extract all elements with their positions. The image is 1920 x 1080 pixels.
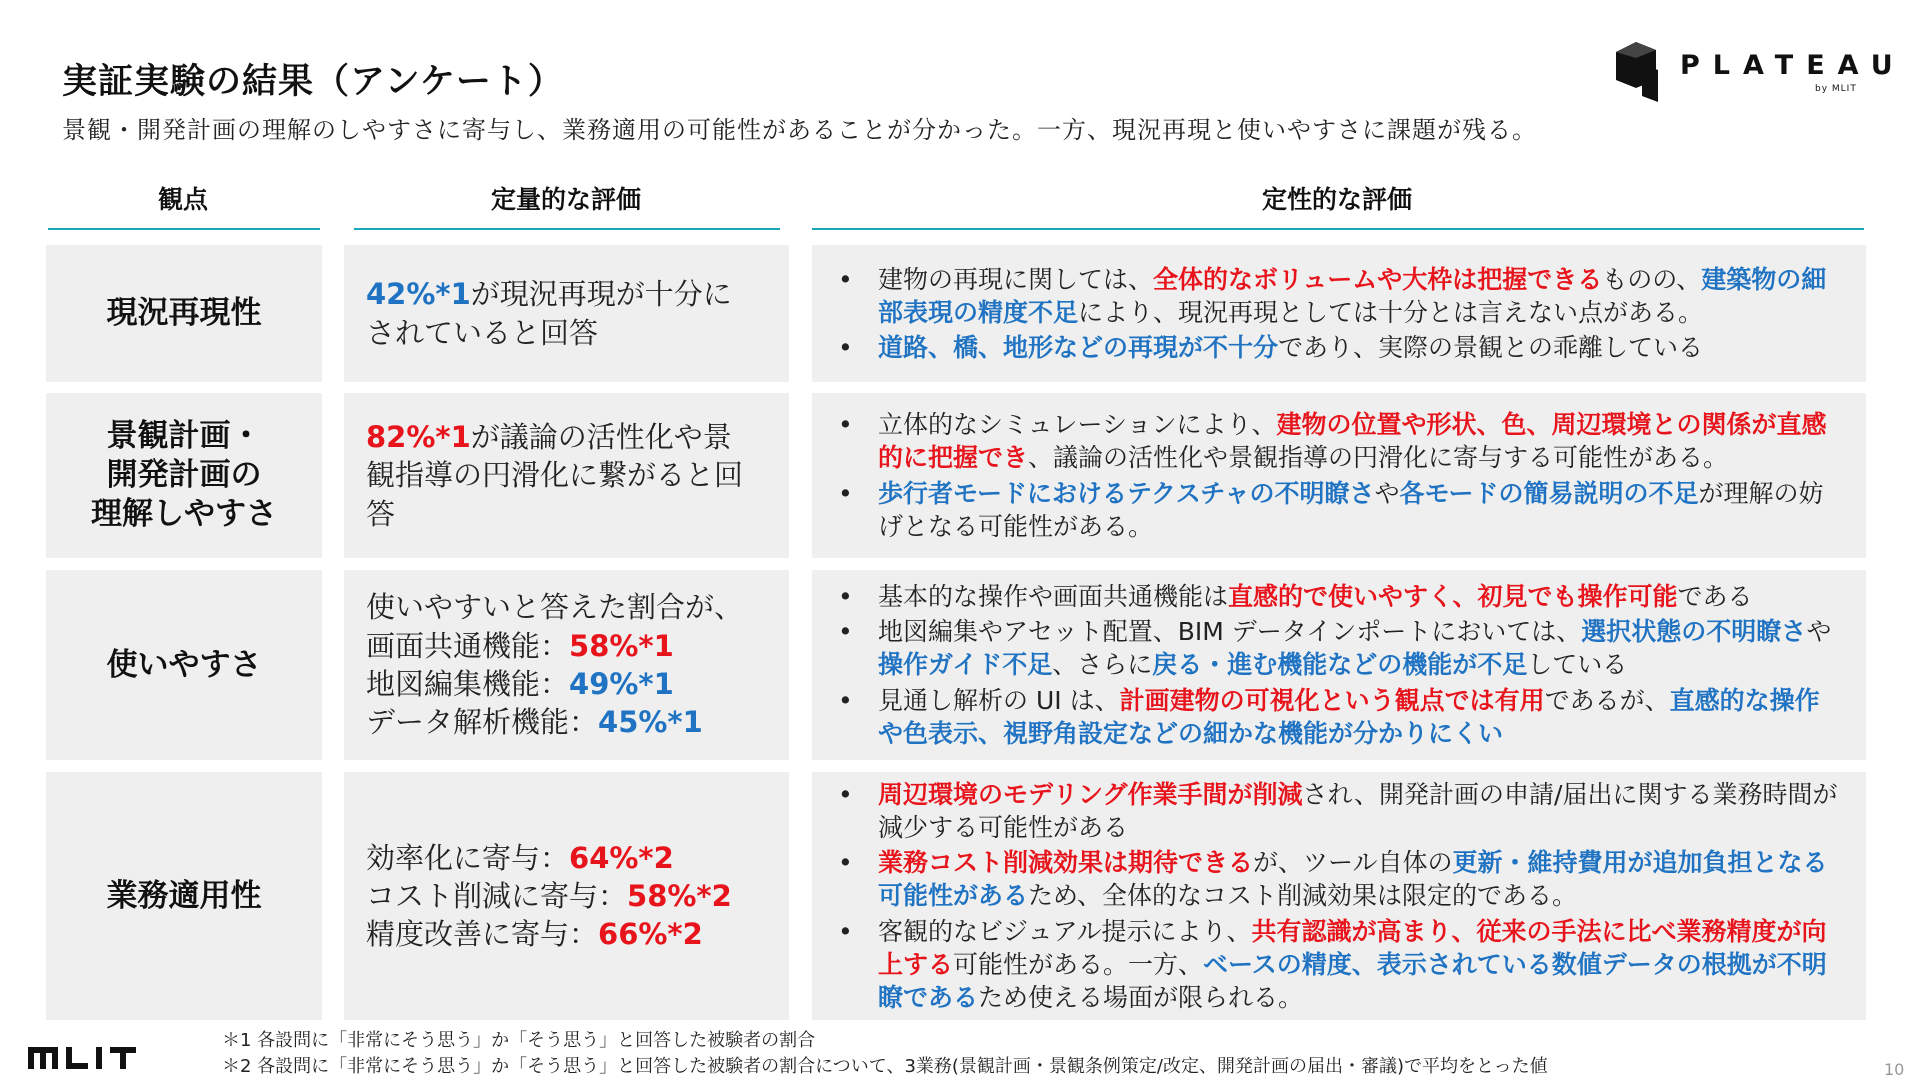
footnote-2: ＊2 各設問に「非常にそう思う」か「そう思う」と回答した被験者の割合について、3業務(景観計画・景観条例策定/改定、開発計画の届出・審議)で平均をとった値: [222, 1056, 1548, 1077]
quantitative-line: [366, 665, 789, 703]
viewpoint-cell: [46, 393, 322, 558]
quantitative-line: [366, 314, 789, 352]
text-segment: 建物の再現に関しては、: [878, 264, 1154, 294]
text-segment: 観指導の円滑化に繋がると回: [366, 458, 744, 493]
viewpoint-line: 景観計画・: [106, 418, 262, 455]
viewpoint-line: 業務適用性: [106, 877, 262, 914]
qualitative-bullet: [834, 408, 1842, 475]
highlight-text-blue: 選択状態の不明瞭さ: [1581, 617, 1807, 647]
text-segment: 地図編集機能：: [366, 667, 570, 701]
highlight-text-blue: 42%*1: [366, 277, 471, 312]
text-segment: 、さらに: [1052, 650, 1153, 680]
highlight-text-red: 66%*2: [598, 917, 703, 952]
page-subtitle: 景観・開発計画の理解のしやすさに寄与し、業務適用の可能性があることが分かった。一方、現況再現と使いやすさに課題が残る。: [62, 116, 1537, 144]
highlight-text-blue: 戻る・進む機能などの機能が不足: [1152, 650, 1528, 680]
viewpoint-cell: [46, 570, 322, 760]
text-segment: 基本的な操作や画面共通機能は: [878, 581, 1229, 611]
highlight-text-blue: 歩行者モードにおけるテクスチャの不明瞭さ: [878, 478, 1375, 508]
viewpoint-cell: [46, 245, 322, 382]
text-segment: 見通し解析の UI は、: [878, 685, 1120, 715]
highlight-text-red: 建物の位置や形状、色、周辺環境との関係が直感的に把握でき: [878, 410, 1827, 473]
viewpoint-label: [107, 646, 262, 685]
qualitative-bullet: [834, 331, 1842, 364]
text-segment: である: [1677, 581, 1753, 611]
qualitative-cell: [812, 393, 1866, 558]
quantitative-cell: [344, 245, 789, 382]
highlight-text-blue: 直感的な操作や色表示、視野角設定などの細かな機能が分かりにくい: [878, 685, 1820, 748]
qualitative-cell: [812, 772, 1866, 1020]
qualitative-bullet: [834, 778, 1842, 845]
highlight-text-blue: 建築物の細部表現の精度不足: [878, 264, 1827, 327]
col-underline: [354, 228, 780, 230]
text-segment: が理解の妨げとなる可能性がある。: [878, 478, 1824, 541]
highlight-text-blue: 49%*1: [569, 667, 674, 701]
qualitative-bullet: [834, 580, 1842, 613]
quantitative-line: [366, 839, 789, 877]
viewpoint-label: [107, 294, 262, 333]
page-number: 10: [1884, 1060, 1905, 1079]
viewpoint-label: [107, 877, 262, 916]
highlight-text-red: 58%*2: [627, 878, 732, 913]
plateau-logo-text: PLATEAU: [1680, 50, 1906, 81]
text-segment: 使いやすいと答えた割合が、: [366, 590, 744, 625]
qualitative-bullet: [834, 915, 1842, 1015]
col-header-viewpoint: 観点: [157, 185, 208, 214]
quantitative-line: [366, 456, 789, 494]
highlight-text-blue: 操作ガイド不足: [878, 650, 1053, 680]
text-segment: 立体的なシミュレーションにより、: [878, 410, 1277, 439]
footnote-1: ＊1 各設問に「非常にそう思う」か「そう思う」と回答した被験者の割合: [222, 1030, 816, 1051]
qualitative-bullet: [834, 684, 1842, 751]
quantitative-line: [366, 877, 789, 915]
text-segment: により、現況再現としては十分とは言えない点がある。: [1078, 297, 1704, 327]
highlight-text-red: 全体的なボリュームや大枠は把握できる: [1153, 264, 1603, 294]
highlight-text-blue: ベースの精度、表示されている数値データの根拠が不明瞭である: [878, 949, 1827, 1013]
qualitative-cell: [812, 570, 1866, 760]
quantitative-cell: [344, 570, 789, 760]
text-segment: や: [1806, 617, 1832, 647]
qualitative-cell: [812, 245, 1866, 382]
text-segment: 、議論の活性化や景観指導の円滑化に寄与する可能性がある。: [1028, 443, 1729, 473]
highlight-text-red: 64%*2: [569, 840, 674, 875]
highlight-text-red: 82%*1: [366, 420, 471, 455]
qualitative-list: [834, 406, 1842, 545]
col-underline: [48, 228, 320, 230]
text-segment: が現況再現が十分に: [470, 277, 732, 312]
viewpoint-line: 現況再現性: [106, 295, 262, 332]
page-title: 実証実験の結果（アンケート）: [62, 62, 564, 102]
col-header-quantitative: 定量的な評価: [490, 185, 641, 214]
quantitative-line: [366, 275, 789, 313]
text-segment: や: [1374, 478, 1400, 508]
quantitative-cell: [344, 393, 789, 558]
highlight-text-red: 計画建物の可視化という観点では有用: [1119, 685, 1545, 715]
text-segment: 答: [366, 496, 396, 531]
highlight-text-red: 業務コスト削減効果は期待できる: [878, 848, 1254, 878]
qualitative-bullet: [834, 477, 1842, 544]
text-segment: データ解析機能：: [366, 705, 599, 740]
quantitative-line: [366, 627, 789, 665]
quantitative-line: [366, 495, 789, 533]
text-segment: されていると回答: [366, 315, 599, 350]
qualitative-bullet: [834, 615, 1842, 682]
text-segment: している: [1527, 650, 1628, 680]
text-segment: であるが、: [1544, 685, 1670, 715]
highlight-text-blue: 各モードの簡易説明の不足: [1399, 478, 1699, 508]
qualitative-list: [834, 578, 1842, 752]
viewpoint-line: 理解しやすさ: [91, 495, 277, 532]
text-segment: ため、全体的なコスト削減効果は限定的である。: [1028, 881, 1578, 911]
highlight-text-red: 共有認識が高まり、従来の手法に比べ業務精度が向上する: [878, 916, 1827, 979]
highlight-text-blue: 道路、橋、地形などの再現が不十分: [878, 333, 1279, 363]
text-segment: 可能性がある。一方、: [953, 949, 1204, 979]
highlight-text-red: 周辺環境のモデリング作業手間が削減: [878, 779, 1303, 809]
plateau-logo-sub: by MLIT: [1815, 84, 1857, 94]
text-segment: ため使える場面が限られる。: [978, 983, 1304, 1013]
text-segment: 精度改善に寄与：: [366, 917, 599, 952]
qualitative-list: [834, 261, 1842, 367]
highlight-text-red: 58%*1: [569, 628, 674, 663]
text-segment: であり、実際の景観との乖離している: [1278, 333, 1704, 363]
viewpoint-label: [91, 417, 277, 533]
highlight-text-red: 直感的で使いやすく、初見でも操作可能: [1228, 581, 1678, 611]
viewpoint-line: 使いやすさ: [106, 646, 262, 683]
text-segment: 客観的なビジュアル提示により、: [878, 916, 1252, 946]
col-underline: [812, 228, 1864, 230]
highlight-text-blue: 更新・維持費用が追加負担となる可能性がある: [878, 848, 1828, 911]
quantitative-line: [366, 915, 789, 953]
qualitative-bullet: [834, 263, 1842, 330]
text-segment: が、ツール自体の: [1253, 848, 1453, 878]
qualitative-bullet: [834, 846, 1842, 913]
highlight-text-blue: 45%*1: [598, 705, 703, 740]
text-segment: 効率化に寄与：: [366, 840, 570, 875]
text-segment: 地図編集やアセット配置、BIM データインポートにおいては、: [878, 617, 1582, 647]
col-header-qualitative: 定性的な評価: [1261, 185, 1412, 214]
quantitative-line: [366, 418, 789, 456]
qualitative-list: [834, 776, 1842, 1017]
text-segment: が議論の活性化や景: [470, 420, 732, 455]
text-segment: され、開発計画の申請/届出に関する業務時間が減少する可能性がある: [878, 779, 1838, 842]
mlit-logo-icon: [28, 1045, 168, 1071]
text-segment: コスト削減に寄与：: [366, 878, 628, 913]
viewpoint-line: 開発計画の: [106, 457, 262, 494]
quantitative-line: [366, 703, 789, 741]
viewpoint-cell: [46, 772, 322, 1020]
quantitative-line: [366, 588, 789, 626]
quantitative-cell: [344, 772, 789, 1020]
text-segment: ものの、: [1602, 264, 1702, 294]
text-segment: 画面共通機能：: [366, 628, 570, 663]
